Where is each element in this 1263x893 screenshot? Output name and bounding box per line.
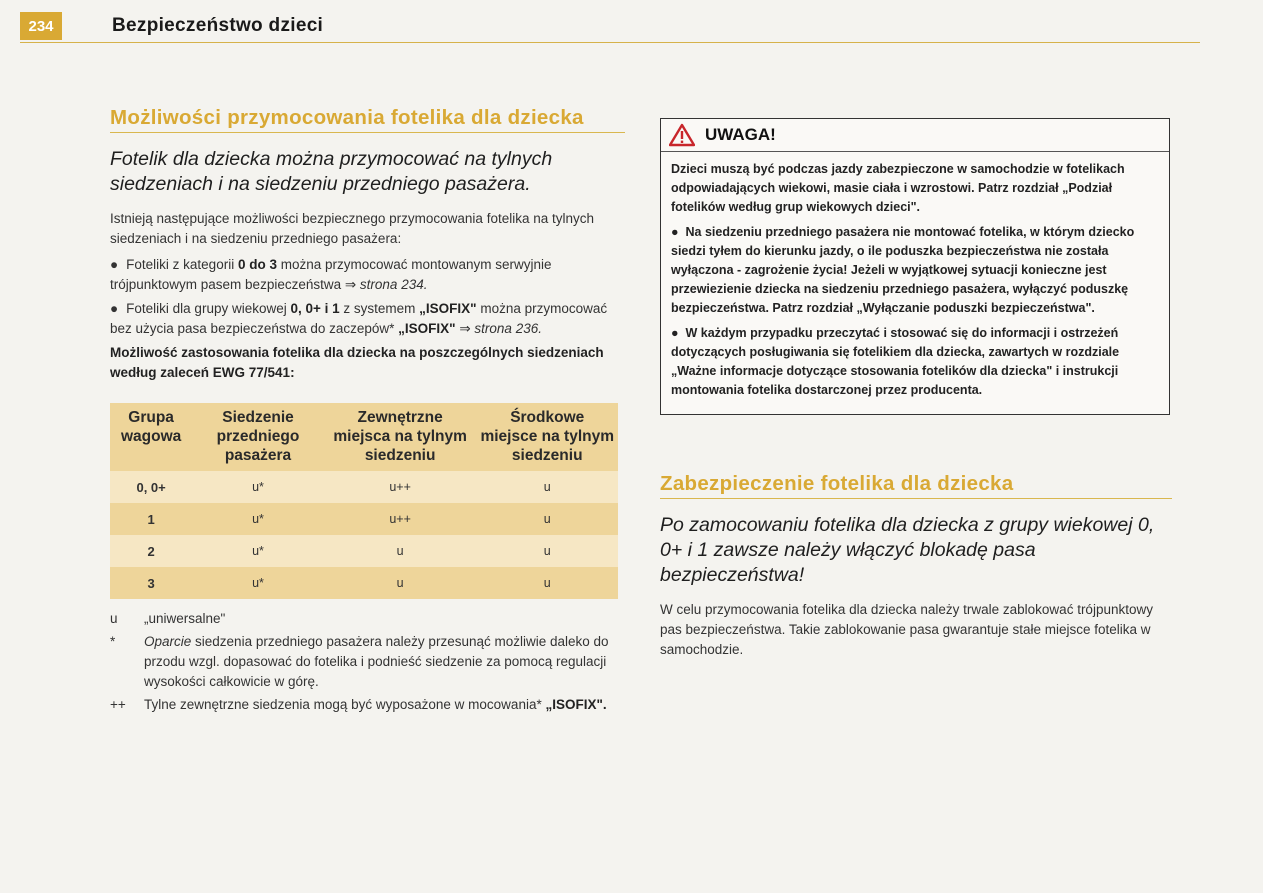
bullet-text: można przymocować montowanym serwyjnie trójpunktowym pasem bezpieczeństwa ⇒ [110,257,552,292]
table-cell: 3 [110,567,192,599]
legend-symbol: u [110,611,118,626]
legend-body: siedzenia przedniego pasażera należy przesunąć możliwie daleko do przodu wzgl. dopasować do fotelika i podnieść siedzenie za pomocą regulacji wysokości całkowicie w górę. [144,634,609,689]
bullet-bold: 0 do 3 [237,257,277,272]
weight-group-table [110,403,618,599]
bullet-text: Foteliki dla grupy wiekowej [126,301,291,316]
intro-text: Istnieją następujące możliwości bezpiecznego przymocowania fotelika na tylnych siedzeniach i na siedzeniu przedniego pasażera: [110,211,595,246]
table-heading: Możliwość zastosowania fotelika dla dziecka na poszczególnych siedzeniach według zaleceń EWG 77/541: [110,345,604,380]
page-reference: strona 236. [474,321,542,336]
table-header: Grupa wagowa [110,403,192,471]
section-title-mounting: Możliwości przymocowania fotelika dla dziecka [110,105,625,133]
legend-item [110,695,625,715]
warning-paragraph [671,324,1159,400]
table-cell: u [324,535,477,567]
bullet-bold: „ISOFIX" [398,321,456,336]
bullet-text: z systemem [339,301,420,316]
bullet-text: Foteliki z kategorii [126,257,238,272]
table-legend [110,609,625,715]
table-cell: u [476,503,618,535]
warning-title: UWAGA! [705,125,776,144]
bullet-isofix [110,299,625,339]
table-cell: 2 [110,535,192,567]
legend-text: „uniwersalne" [144,611,226,626]
table-row [110,503,618,535]
left-column [110,105,625,718]
warning-paragraph [671,223,1159,318]
bullet-dot: ● [671,326,686,340]
table-cell: u [476,567,618,599]
bullet-dot: ● [110,301,119,316]
warning-bullet-text: W każdym przypadku przeczytać i stosować się do informacji i ostrzeżeń dotyczących posługiwania się fotelikiem dla dziecka, zawartych w rozdziale „Ważne informacje dotyczące stosowania fotelików dla dziecka" i instrukcji montowania fotelika dostarczonej przez producenta. [671,326,1120,397]
table-cell: u [476,535,618,567]
lead-text: Fotelik dla dziecka można przymocować na tylnych siedzeniach i na siedzeniu przedniego pasażera. [110,148,553,195]
section-title-lock: Zabezpieczenie fotelika dla dziecka [660,471,1172,499]
section-seat-lock [660,471,1172,660]
legend-text [144,632,625,692]
bullet-belt [110,255,625,295]
lead-text: Po zamocowaniu fotelika dla dziecka z grupy wiekowej 0, 0+ i 1 zawsze należy włączyć blokadę pasa bezpieczeństwa! [660,514,1155,586]
bullet-bold: 0, 0+ i 1 [290,301,340,316]
warning-paragraph: Dzieci muszą być podczas jazdy zabezpieczone w samochodzie w fotelikach odpowiadających wiekowi, masie ciała i wzrostowi. Patrz rozdział „Podział fotelików według grup wiekowych dzieci". [671,162,1125,214]
table-cell: u++ [324,503,477,535]
table-header: Siedzenie przedniego pasażera [192,403,324,471]
legend-symbol: ++ [110,697,126,712]
warning-header [661,119,1169,152]
legend-item [110,609,625,629]
body-text: W celu przymocowania fotelika dla dziecka należy trwale zablokować trójpunktowy pas bezpieczeństwa. Takie zablokowanie pasa gwarantuje stałe miejsce fotelika w samochodzie. [660,602,1153,657]
warning-box [660,118,1170,415]
table-cell: 0, 0+ [110,471,192,503]
table-cell: u* [192,503,324,535]
table-cell: u* [192,535,324,567]
table-cell: u* [192,471,324,503]
bullet-text: można przymocować bez użycia pasa bezpieczeństwa do zaczepów* [110,301,608,336]
table-cell: u* [192,567,324,599]
table-cell: 1 [110,503,192,535]
page-header [20,10,1200,43]
legend-body: Tylne zewnętrzne siedzenia mogą być wyposażone w mocowania* [144,697,546,712]
legend-item [110,632,625,692]
table-cell: u [324,567,477,599]
legend-text [144,695,625,715]
legend-italic: Oparcie [144,634,192,649]
bullet-dot: ● [671,225,686,239]
legend-symbol: * [110,634,116,649]
right-column [660,118,1172,666]
legend-bold: „ISOFIX". [545,697,607,712]
warning-triangle-icon [669,123,695,147]
warning-bullet-text: Na siedzeniu przedniego pasażera nie montować fotelika, w którym dziecko siedzi tyłem do kierunku jazdy, o ile poduszka bezpieczeństwa nie została wyłączona - zagrożenie życia! Jeżeli w wyjątkowej sytuacji konieczne jest przewiezienie dziecka na siedzeniu przedniego pasażera, wyłączyć poduszkę bezpieczeństwa. Patrz rozdział „Wyłączanie poduszki bezpieczeństwa". [671,225,1135,315]
table-header: Zewnętrzne miejsca na tylnym siedzeniu [324,403,477,471]
table-row [110,471,618,503]
table-row [110,567,618,599]
page-reference: strona 234. [359,277,428,292]
table-cell: u++ [324,471,477,503]
bullet-dot: ● [110,257,119,272]
page-title: Bezpieczeństwo dzieci [112,15,324,36]
table-header: Środkowe miejsce na tylnym siedzeniu [476,403,618,471]
bullet-text: ⇒ [455,321,475,336]
warning-body [661,152,1169,400]
bullet-bold: „ISOFIX" [419,301,477,316]
page-number: 234 [20,12,62,40]
table-cell: u [476,471,618,503]
table-row [110,535,618,567]
